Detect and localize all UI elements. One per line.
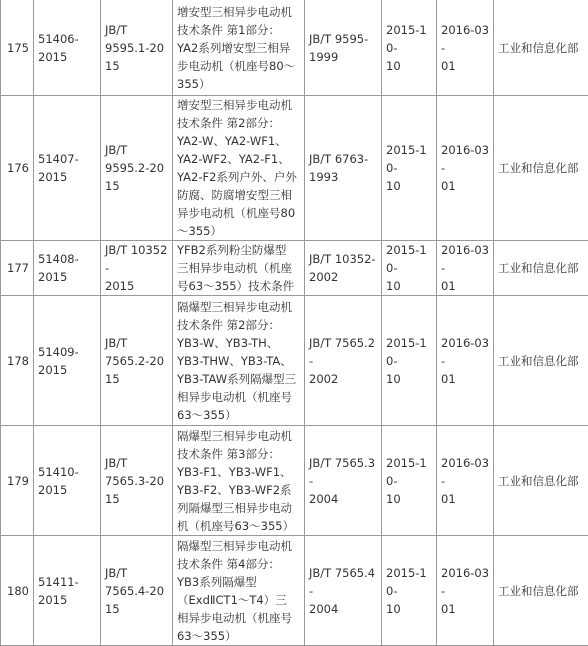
cell-line: JB/T 6763- — [309, 152, 369, 166]
cell-text: 工业和信息化部 — [498, 161, 579, 175]
cell-line: 10 — [386, 279, 401, 293]
industry-code-cell — [34, 241, 101, 296]
cell-line: 2015 — [38, 362, 68, 377]
cell-line: 技术条件 第4部分： — [177, 556, 280, 571]
cell-line: JB/T 7565.3- — [309, 455, 376, 488]
industry-code-cell — [34, 536, 101, 646]
cell-line: YFB2系列粉尘防爆型 — [177, 243, 287, 257]
cell-line: YB3-F1、YB3-WF1、 — [177, 464, 292, 479]
standard-name-cell — [173, 0, 305, 96]
cell-line: 2015 — [38, 482, 68, 497]
department-cell — [494, 0, 588, 96]
cell-line: 355） — [177, 76, 211, 91]
cell-line: 9595.2-2015 — [105, 161, 165, 193]
cell-line: YB3系列隔爆型 — [177, 574, 257, 589]
serial-number-cell — [1, 241, 34, 296]
table-row — [1, 241, 588, 296]
cell-line: 7565.2-2015 — [105, 353, 165, 386]
industry-code-cell — [34, 96, 101, 241]
implement-date-cell — [437, 241, 494, 296]
cell-line: 隔爆型三相异步电动机 — [177, 299, 292, 314]
publish-date-cell — [382, 536, 437, 646]
cell-line: 增安型三相异步电动机 — [177, 98, 292, 112]
cell-line: 技术条件 第3部分： — [177, 446, 280, 461]
cell-line: 步电动机（机座号80～ — [177, 58, 296, 73]
standard-name-cell — [173, 536, 305, 646]
cell-line: 01 — [441, 491, 456, 506]
cell-line: 2015 — [38, 592, 68, 607]
cell-text: 178 — [7, 353, 29, 368]
cell-line: 63～355） — [177, 628, 237, 643]
cell-line: 01 — [441, 58, 456, 73]
cell-line: （ExdⅡCT1～T4）三 — [177, 592, 287, 607]
cell-line: 相异步电动机（机座号 — [177, 610, 292, 625]
replaced-standard-cell — [305, 96, 382, 241]
cell-line: YB3-THW、YB3-TA、 — [177, 353, 292, 368]
table-row — [1, 536, 588, 646]
serial-number-cell — [1, 296, 34, 426]
cell-line: 1993 — [309, 170, 339, 184]
cell-text: 工业和信息化部 — [498, 583, 579, 598]
publish-date-cell — [382, 96, 437, 241]
cell-line: 10 — [386, 601, 401, 616]
serial-number-cell — [1, 0, 34, 96]
replaced-standard-cell — [305, 536, 382, 646]
cell-line: 51406- — [38, 31, 79, 46]
cell-line: 2004 — [309, 601, 339, 616]
cell-line: 2015-10- — [386, 335, 427, 368]
cell-line: 01 — [441, 179, 456, 193]
cell-line: YA2-WF2、YA2-F1、 — [177, 152, 290, 166]
cell-line: 51410- — [38, 464, 79, 479]
cell-line: YA2-W、YA2-WF1、 — [177, 134, 287, 148]
cell-line: 2015-10- — [386, 455, 427, 488]
cell-line: 技术条件 第1部分： — [177, 22, 280, 37]
publish-date-cell — [382, 241, 437, 296]
cell-line: 三相异步电动机（机座 — [177, 261, 292, 275]
standard-number-cell — [101, 426, 173, 536]
cell-line: ～355） — [177, 224, 222, 238]
cell-line: 号63～355）技术条件 — [177, 279, 295, 293]
cell-line: 技术条件 第2部分： — [177, 317, 280, 332]
cell-text: 工业和信息化部 — [498, 353, 579, 368]
cell-line: 2015-10- — [386, 143, 427, 175]
publish-date-cell — [382, 426, 437, 536]
cell-line: 列隔爆型三相异步电动 — [177, 500, 292, 515]
standard-number-cell — [101, 296, 173, 426]
cell-line: 51408- — [38, 252, 79, 266]
standard-name-cell — [173, 296, 305, 426]
standard-number-cell — [101, 241, 173, 296]
cell-line: 63～355） — [177, 407, 237, 422]
standard-name-cell — [173, 96, 305, 241]
table-row — [1, 96, 588, 241]
replaced-standard-cell — [305, 296, 382, 426]
implement-date-cell — [437, 96, 494, 241]
cell-text: 180 — [7, 583, 29, 598]
industry-code-cell — [34, 426, 101, 536]
implement-date-cell — [437, 296, 494, 426]
cell-text: 175 — [7, 40, 29, 55]
cell-line: 防腐、防腐增安型三相 — [177, 188, 292, 202]
standard-number-cell — [101, 0, 173, 96]
cell-line: JB/T 7565.2- — [309, 335, 376, 368]
cell-text: 工业和信息化部 — [498, 473, 579, 488]
cell-line: 异步电动机（机座号80 — [177, 206, 296, 220]
replaced-standard-cell — [305, 426, 382, 536]
cell-line: 7565.3-2015 — [105, 473, 165, 506]
cell-line: JB/T — [105, 455, 128, 470]
cell-line: 51407- — [38, 152, 79, 166]
cell-line: JB/T — [105, 143, 128, 157]
cell-line: YB3-TAW系列隔爆型三 — [177, 371, 297, 386]
cell-line: 2015-10- — [386, 243, 427, 275]
cell-line: 隔爆型三相异步电动机 — [177, 538, 292, 553]
cell-line: 2015 — [38, 49, 68, 64]
cell-line: JB/T 9595- — [309, 31, 369, 46]
cell-line: 增安型三相异步电动机 — [177, 4, 292, 19]
table-body — [1, 0, 588, 646]
industry-code-cell — [34, 296, 101, 426]
cell-line: 2015-10- — [386, 565, 427, 598]
cell-line: JB/T — [105, 565, 128, 580]
cell-text: 179 — [7, 473, 29, 488]
standard-number-cell — [101, 536, 173, 646]
cell-line: 2004 — [309, 491, 339, 506]
implement-date-cell — [437, 0, 494, 96]
cell-line: 7565.4-2015 — [105, 583, 165, 616]
cell-line: 2016-03- — [441, 565, 490, 598]
cell-text: 177 — [7, 261, 29, 275]
implement-date-cell — [437, 426, 494, 536]
cell-line: JB/T — [105, 335, 128, 350]
industry-code-cell — [34, 0, 101, 96]
department-cell — [494, 241, 588, 296]
cell-line: 10 — [386, 58, 401, 73]
standard-number-cell — [101, 96, 173, 241]
cell-line: 2016-03- — [441, 335, 490, 368]
replaced-standard-cell — [305, 241, 382, 296]
cell-line: 10 — [386, 371, 401, 386]
table-row — [1, 0, 588, 96]
cell-line: JB/T 10352- — [309, 252, 376, 266]
standard-name-cell — [173, 426, 305, 536]
cell-line: 2015 — [38, 270, 68, 284]
cell-line: 2015-10- — [386, 22, 427, 55]
cell-line: JB/T 10352- — [105, 243, 168, 275]
department-cell — [494, 426, 588, 536]
serial-number-cell — [1, 96, 34, 241]
cell-line: 01 — [441, 279, 456, 293]
cell-line: YB3-F2、YB3-WF2系 — [177, 482, 292, 497]
cell-text: 工业和信息化部 — [498, 261, 579, 275]
department-cell — [494, 296, 588, 426]
cell-text: 工业和信息化部 — [498, 40, 579, 55]
cell-line: 技术条件 第2部分： — [177, 116, 280, 130]
cell-line: 2002 — [309, 371, 339, 386]
cell-line: 01 — [441, 601, 456, 616]
implement-date-cell — [437, 536, 494, 646]
cell-line: JB/T 7565.4- — [309, 565, 376, 598]
cell-line: 51411- — [38, 574, 79, 589]
cell-line: JB/T — [105, 22, 128, 37]
replaced-standard-cell — [305, 0, 382, 96]
cell-line: 2016-03- — [441, 22, 490, 55]
cell-line: 10 — [386, 491, 401, 506]
cell-line: 2016-03- — [441, 143, 490, 175]
cell-line: 2016-03- — [441, 243, 490, 275]
serial-number-cell — [1, 426, 34, 536]
cell-line: 2015 — [105, 279, 135, 293]
standard-name-cell — [173, 241, 305, 296]
cell-line: YB3-W、YB3-TH、 — [177, 335, 279, 350]
cell-line: YA2-F2系列户外、户外 — [177, 170, 297, 184]
cell-line: 9595.1-2015 — [105, 40, 165, 73]
cell-line: 1999 — [309, 49, 339, 64]
cell-line: 10 — [386, 179, 401, 193]
cell-line: 隔爆型三相异步电动机 — [177, 428, 292, 443]
publish-date-cell — [382, 0, 437, 96]
cell-line: 01 — [441, 371, 456, 386]
serial-number-cell — [1, 536, 34, 646]
publish-date-cell — [382, 296, 437, 426]
table-row — [1, 296, 588, 426]
department-cell — [494, 96, 588, 241]
cell-line: YA2系列增安型三相异 — [177, 40, 291, 55]
cell-text: 176 — [7, 161, 29, 175]
cell-line: 2015 — [38, 170, 68, 184]
cell-line: 51409- — [38, 344, 79, 359]
cell-line: 2016-03- — [441, 455, 490, 488]
cell-line: 2002 — [309, 270, 339, 284]
department-cell — [494, 536, 588, 646]
table-row — [1, 426, 588, 536]
cell-line: 相异步电动机（机座号 — [177, 389, 292, 404]
cell-line: 机（机座号63～355） — [177, 518, 295, 533]
